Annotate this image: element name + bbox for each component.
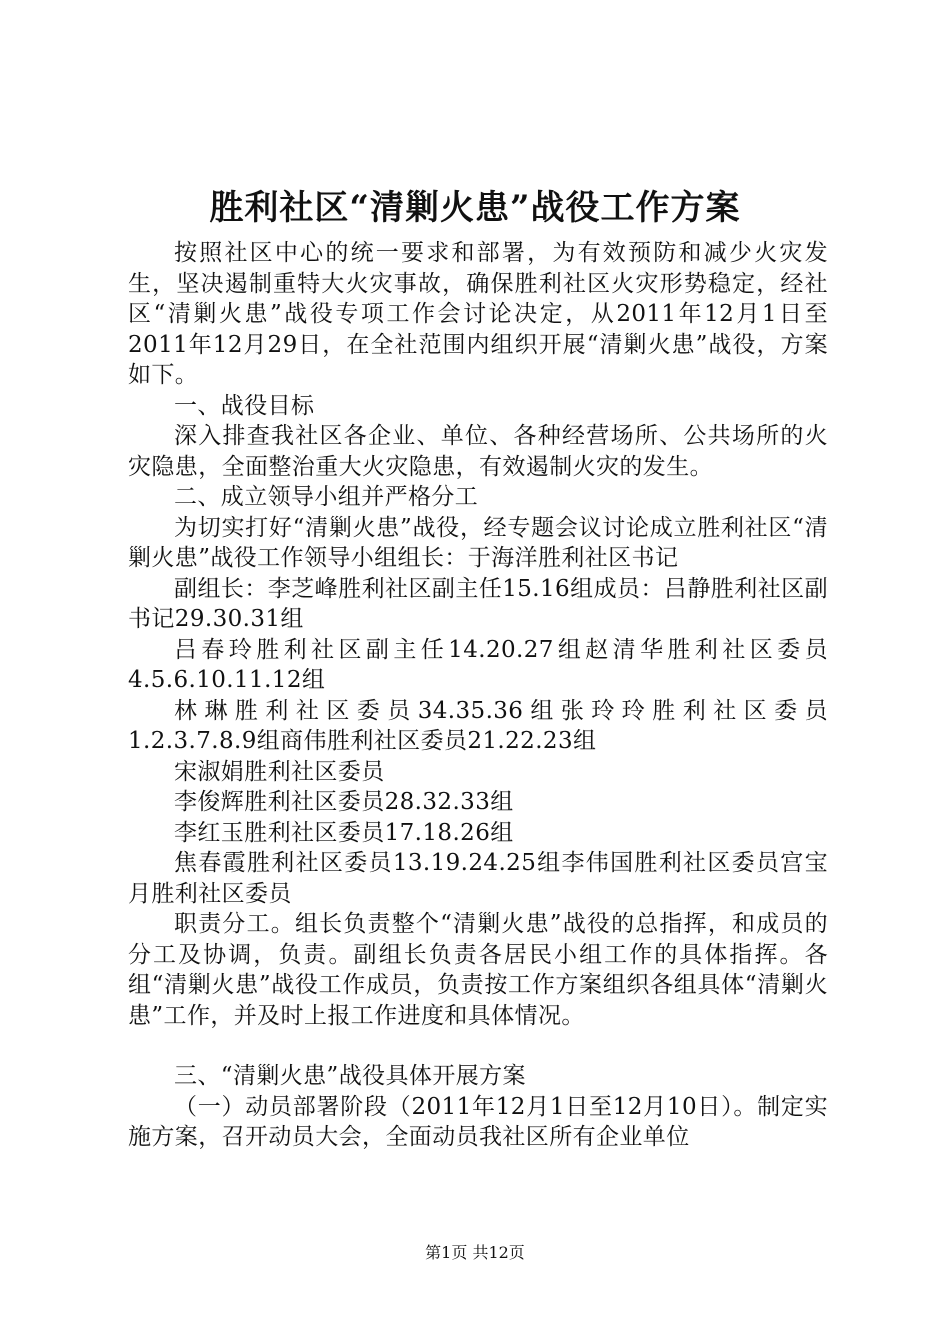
- paragraph-duties: 职责分工。组长负责整个“清剿火患”战役的总指挥，和成员的分工及协调，负责。副组长负责各居民小组工作的具体指挥。各组“清剿火患”战役工作成员，负责按工作方案组织各组具体“清剿火患”工作，并及时上报工作进度和具体情况。: [128, 911, 828, 1029]
- paragraph-deputy-leader: 副组长：李芝峰胜利社区副主任15.16组成员：吕静胜利社区副书记29.30.31组: [128, 575, 828, 632]
- paragraph-members-1: 吕春玲胜利社区副主任14.20.27组赵清华胜利社区委员4.5.6.10.11.12组: [128, 636, 828, 693]
- page-footer: 第1页 共12页: [425, 1243, 525, 1262]
- paragraph-members-6: 焦春霞胜利社区委员13.19.24.25组李伟国胜利社区委员宫宝月胜利社区委员: [128, 850, 828, 907]
- paragraph-goal: 深入排查我社区各企业、单位、各种经营场所、公共场所的火灾隐患，全面整治重大火灾隐患，有效遏制火灾的发生。: [128, 423, 828, 480]
- paragraph-intro: 按照社区中心的统一要求和部署，为有效预防和减少火灾发生，坚决遏制重特大火灾事故，确保胜利社区火灾形势稳定，经社区“清剿火患”战役专项工作会讨论决定，从2011年12月1日至2011年12月29日，在全社范围内组织开展“清剿火患”战役，方案如下。: [128, 240, 828, 388]
- section-heading-plan: 三、“清剿火患”战役具体开展方案: [174, 1063, 526, 1089]
- paragraph-mobilization: （一）动员部署阶段（2011年12月1日至12月10日）。制定实施方案，召开动员大会，全面动员我社区所有企业单位: [128, 1093, 828, 1150]
- paragraph-members-2: 林琳胜利社区委员34.35.36组张玲玲胜利社区委员1.2.3.7.8.9组商伟胜利社区委员21.22.23组: [128, 697, 828, 754]
- document-title: 胜利社区“清剿火患”战役工作方案: [209, 188, 741, 228]
- paragraph-members-4: 李俊辉胜利社区委员28.32.33组: [174, 789, 514, 815]
- document-body: [128, 238, 828, 1153]
- paragraph-members-3: 宋淑娟胜利社区委员: [174, 758, 385, 785]
- section-heading-leadership: 二、成立领导小组并严格分工: [174, 484, 479, 510]
- section-heading-goal: 一、战役目标: [174, 392, 315, 419]
- paragraph-members-5: 李红玉胜利社区委员17.18.26组: [174, 819, 514, 846]
- paragraph-leadership: 为切实打好“清剿火患”战役，经专题会议讨论成立胜利社区“清剿火患”战役工作领导小组组长：于海洋胜利社区书记: [128, 514, 828, 571]
